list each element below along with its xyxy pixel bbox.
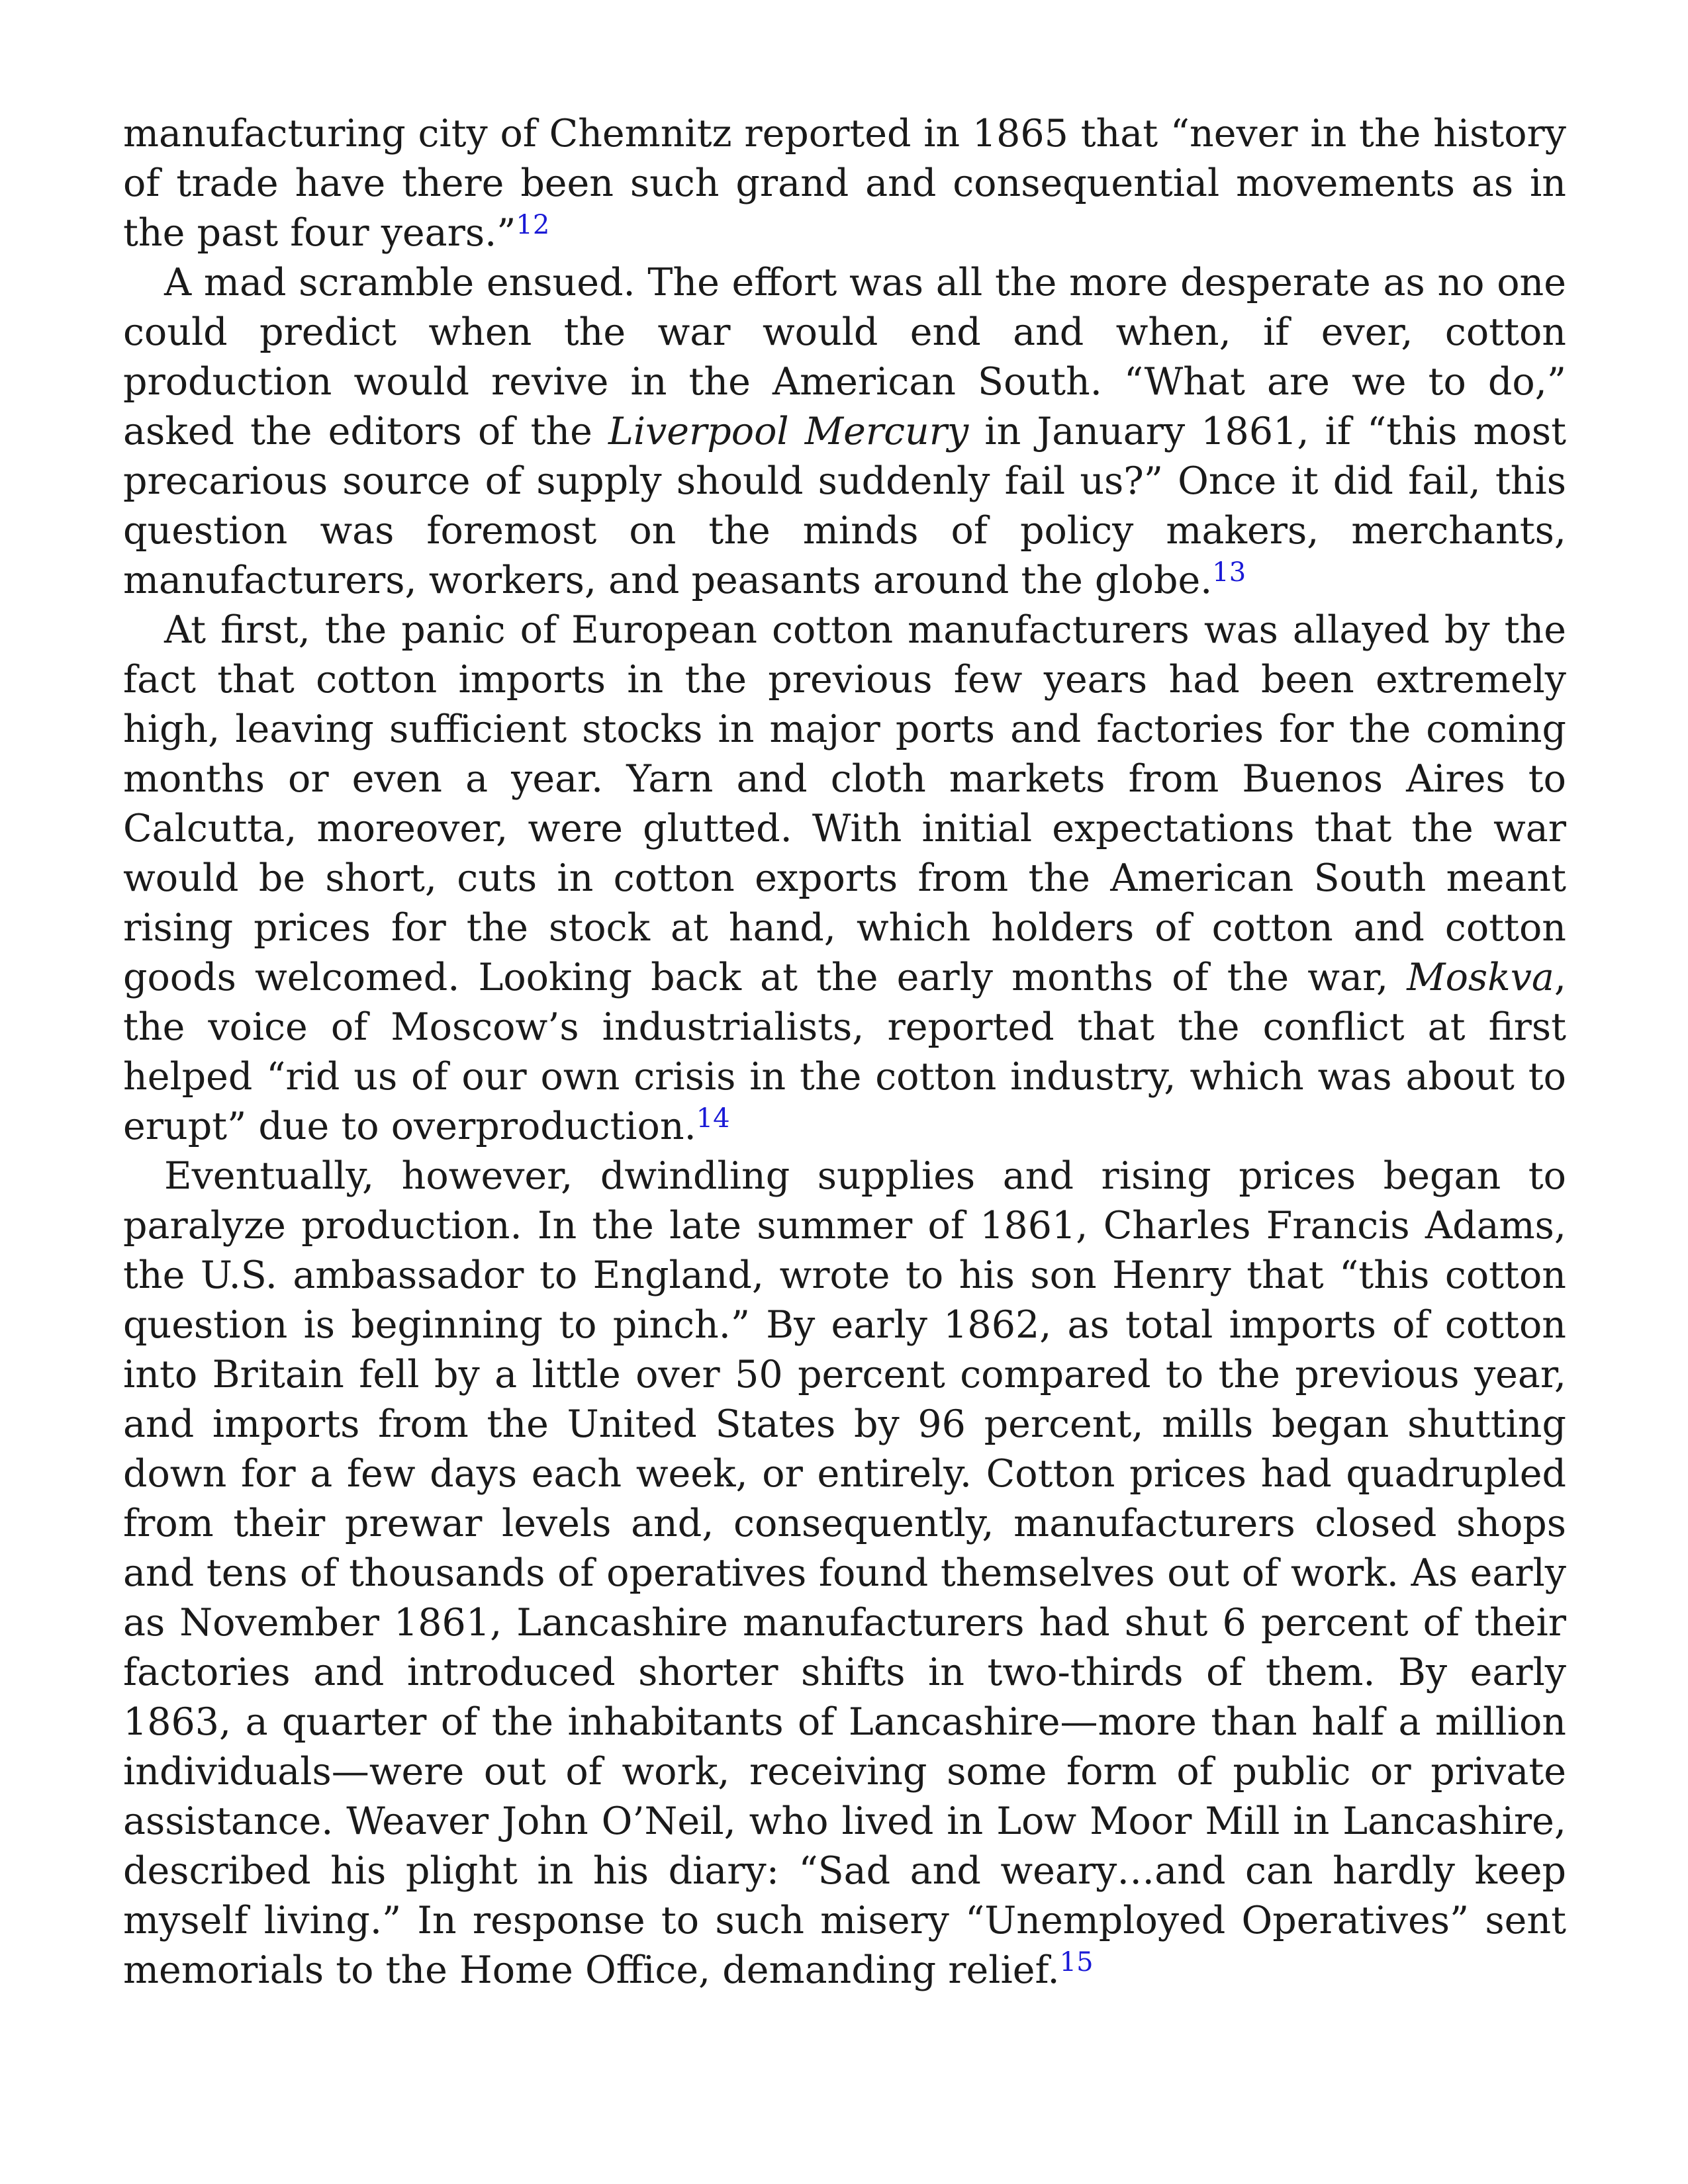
paragraph-1-text: manufacturing city of Chemnitz reported in 1865 that “never in the history of trade have there been such grand and consequential movements as in the past four years.” [123,112,1566,255]
newspaper-title-moskva: Moskva [1407,956,1554,999]
paragraph-3-text-part-2: , the voice of Moscow’s industrialists, reported that the conflict at first helped “rid us of our own crisis in the cotton industry, which was about to erupt” due to overproduction. [123,956,1566,1148]
page-body [123,109,1566,1995]
paragraph-1 [123,109,1566,258]
paragraph-2 [123,258,1566,606]
paragraph-3 [123,606,1566,1152]
paragraph-3-text-part-1: At first, the panic of European cotton manufacturers was allayed by the fact that cotton imports in the previous few years had been extremely high, leaving sufficient stocks in major ports and factories for the coming months or even a year. Yarn and cloth markets from Buenos Aires to Calcutta, moreover, were glutted. With initial expectations that the war would be short, cuts in cotton exports from the American South meant rising prices for the stock at hand, which holders of cotton and cotton goods welcomed. Looking back at the early months of the war, [123,608,1566,999]
footnote-link-13[interactable]: 13 [1212,557,1246,588]
paragraph-2-text-part-1: A mad scramble ensued. The effort was all the more desperate as no one could predict when the war would end and when, if ever, cotton production would revive in the American South. “What are we to do,” asked the editors of the [123,261,1566,453]
paragraph-2-text-part-2: in January 1861, if “this most precarious source of supply should suddenly fail us?” Once it did fail, this question was foremost on the minds of policy makers, merchants, manufacturers, workers, and peasants around the globe. [123,410,1566,602]
paragraph-4 [123,1152,1566,1995]
footnote-link-15[interactable]: 15 [1059,1947,1094,1978]
newspaper-title-liverpool-mercury: Liverpool Mercury [608,410,969,453]
paragraph-4-text: Eventually, however, dwindling supplies and rising prices began to paralyze production. In the late summer of 1861, Charles Francis Adams, the U.S. ambassador to England, wrote to his son Henry that “this cotton question is beginning to pinch.” By early 1862, as total imports of cotton into Britain fell by a little over 50 percent compared to the previous year, and imports from the United States by 96 percent, mills began shutting down for a few days each week, or entirely. Cotton prices had quadrupled from their prewar levels and, consequently, manufacturers closed shops and tens of thousands of operatives found themselves out of work. As early as November 1861, Lancashire manufacturers had shut 6 percent of their factories and introduced shorter shifts in two-thirds of them. By early 1863, a quarter of the inhabitants of Lancashire—more than half a million individuals—were out of work, receiving some form of public or private assistance. Weaver John O’Neil, who lived in Low Moor Mill in Lancashire, described his plight in his diary: “Sad and weary…and can hardly keep myself living.” In response to such misery “Unemployed Operatives” sent memorials to the Home Office, demanding relief. [123,1154,1566,1992]
footnote-link-14[interactable]: 14 [696,1103,730,1134]
footnote-link-12[interactable]: 12 [516,210,550,240]
